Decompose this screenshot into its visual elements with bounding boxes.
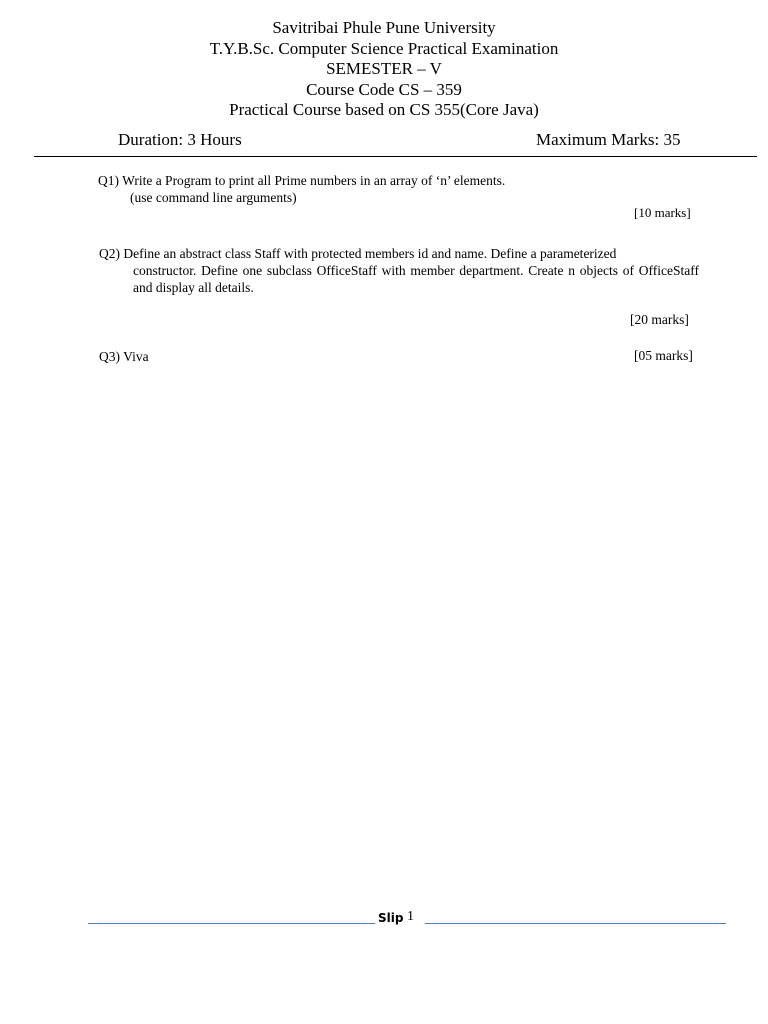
exam-header	[0, 18, 768, 121]
footer-line-right	[425, 923, 726, 924]
question-2	[99, 245, 699, 296]
question-3: Q3) Viva	[99, 349, 149, 364]
question-1-note: (use command line arguments)	[130, 190, 297, 205]
question-1	[98, 172, 698, 206]
course-code: Course Code CS – 359	[306, 79, 462, 99]
maximum-marks: Maximum Marks: 35	[536, 130, 681, 149]
exam-title: T.Y.B.Sc. Computer Science Practical Examination	[209, 38, 559, 58]
duration: Duration: 3 Hours	[118, 130, 242, 149]
footer-slip-label: Slip	[378, 911, 404, 925]
question-1-text: Q1) Write a Program to print all Prime numbers in an array of ‘n’ elements.	[98, 173, 506, 188]
question-1-marks: [10 marks]	[634, 205, 691, 220]
footer-line-left	[88, 923, 375, 924]
question-2-continuation: constructor. Define one subclass OfficeStaff with member department. Create n objects of OfficeStaff and display all details.	[133, 263, 699, 295]
semester: SEMESTER – V	[326, 59, 442, 78]
university-name: Savitribai Phule Pune University	[272, 18, 496, 37]
question-2-text: Q2) Define an abstract class Staff with protected members id and name. Define a parameterized	[99, 246, 617, 261]
header-divider	[34, 156, 757, 157]
question-2-marks: [20 marks]	[630, 312, 689, 327]
footer-slip-number: 1	[407, 909, 414, 924]
course-name: Practical Course based on CS 355(Core Java)	[229, 100, 539, 119]
question-3-marks: [05 marks]	[634, 348, 693, 363]
